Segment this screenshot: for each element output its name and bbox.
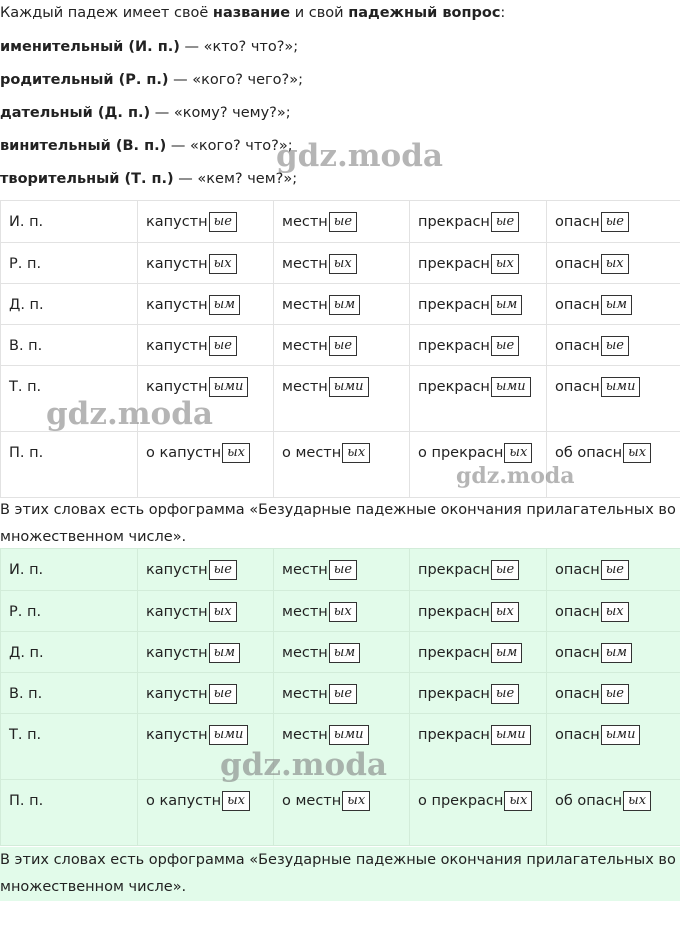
table-row xyxy=(1,673,680,714)
word-cell xyxy=(274,714,410,780)
word-ending-box: ым xyxy=(601,295,632,315)
word-stem: местн xyxy=(282,338,328,354)
word-stem: опасн xyxy=(555,604,600,620)
intro-text: : xyxy=(500,5,506,21)
word-stem: прекрасн xyxy=(418,214,490,230)
word-stem: местн xyxy=(282,256,328,272)
word-stem: о местн xyxy=(282,793,342,809)
word-ending-box: ыми xyxy=(601,725,641,745)
case-name: дательный (Д. п.) xyxy=(0,105,151,121)
word-ending-box: ыми xyxy=(329,725,369,745)
word-ending-box: ых xyxy=(222,443,250,463)
word-ending-box: ые xyxy=(209,684,237,704)
word-cell xyxy=(410,780,547,846)
word-cell xyxy=(410,201,547,243)
word-stem: прекрасн xyxy=(418,338,490,354)
word-cell xyxy=(274,243,410,284)
word-cell xyxy=(274,201,410,243)
table-row xyxy=(1,432,680,498)
case-cell: Т. п. xyxy=(1,714,138,780)
case-cell: В. п. xyxy=(1,325,138,366)
case-name: винительный (В. п.) xyxy=(0,138,167,154)
case-definition-instrumental xyxy=(0,169,297,189)
word-ending-box: ыми xyxy=(209,377,249,397)
case-cell: П. п. xyxy=(1,432,138,498)
word-cell xyxy=(274,673,410,714)
word-ending-box: ых xyxy=(209,254,237,274)
word-cell xyxy=(410,284,547,325)
case-cell: В. п. xyxy=(1,673,138,714)
word-cell xyxy=(547,284,680,325)
word-ending-box: ых xyxy=(491,602,519,622)
watermark: gdz.moda xyxy=(276,138,443,174)
case-cell: Д. п. xyxy=(1,284,138,325)
word-stem: капустн xyxy=(146,214,208,230)
word-stem: капустн xyxy=(146,727,208,743)
table-row xyxy=(1,714,680,780)
case-cell: Д. п. xyxy=(1,632,138,673)
word-cell xyxy=(410,591,547,632)
word-stem: опасн xyxy=(555,645,600,661)
word-cell xyxy=(410,673,547,714)
word-ending-box: ые xyxy=(601,336,629,356)
word-stem: об опасн xyxy=(555,793,623,809)
word-ending-box: ых xyxy=(623,443,651,463)
word-ending-box: ые xyxy=(491,560,519,580)
word-stem: местн xyxy=(282,297,328,313)
word-ending-box: ые xyxy=(209,336,237,356)
watermark: gdz.moda xyxy=(46,396,213,432)
intro-text: Каждый падеж имеет своё xyxy=(0,5,213,21)
word-cell xyxy=(274,432,410,498)
declension-table xyxy=(0,200,680,498)
table-row xyxy=(1,780,680,846)
word-ending-box: ые xyxy=(601,684,629,704)
table-row xyxy=(1,632,680,673)
word-cell xyxy=(138,201,274,243)
word-stem: опасн xyxy=(555,562,600,578)
word-ending-box: ыми xyxy=(491,725,531,745)
word-stem: прекрасн xyxy=(418,379,490,395)
word-ending-box: ым xyxy=(209,295,240,315)
watermark: gdz.moda xyxy=(456,463,575,489)
word-stem: об опасн xyxy=(555,445,623,461)
word-cell xyxy=(547,325,680,366)
word-stem: опасн xyxy=(555,338,600,354)
word-ending-box: ых xyxy=(601,602,629,622)
word-ending-box: ых xyxy=(329,254,357,274)
word-stem: опасн xyxy=(555,727,600,743)
word-ending-box: ых xyxy=(504,443,532,463)
orthogram-note: В этих словах есть орфограмма «Безударные падежные окончания прилагательных во множественном числе». xyxy=(0,502,676,545)
word-stem: капустн xyxy=(146,297,208,313)
word-cell xyxy=(274,549,410,591)
case-question: — «кому? чему?»; xyxy=(150,105,291,121)
intro-bold-name: название xyxy=(212,5,291,21)
table-row xyxy=(1,591,680,632)
case-cell: И. п. xyxy=(1,549,138,591)
case-name: именительный (И. п.) xyxy=(0,39,180,55)
word-cell xyxy=(547,780,680,846)
word-ending-box: ым xyxy=(209,643,240,663)
case-question: — «кто? что?»; xyxy=(179,39,299,55)
word-stem: местн xyxy=(282,379,328,395)
word-cell xyxy=(547,432,680,498)
word-stem: опасн xyxy=(555,297,600,313)
word-stem: опасн xyxy=(555,256,600,272)
word-ending-box: ыми xyxy=(601,377,641,397)
word-ending-box: ых xyxy=(329,602,357,622)
word-stem: капустн xyxy=(146,686,208,702)
word-stem: опасн xyxy=(555,214,600,230)
word-ending-box: ых xyxy=(601,254,629,274)
word-cell xyxy=(547,632,680,673)
word-cell xyxy=(410,432,547,498)
word-cell xyxy=(138,632,274,673)
word-ending-box: ым xyxy=(601,643,632,663)
word-stem: местн xyxy=(282,727,328,743)
word-stem: капустн xyxy=(146,604,208,620)
case-question: — «кого? чего?»; xyxy=(168,72,303,88)
word-ending-box: ых xyxy=(342,443,370,463)
intro-bold-question: падежный вопрос xyxy=(348,5,501,21)
word-stem: о капустн xyxy=(146,793,222,809)
word-cell xyxy=(138,366,274,432)
word-stem: капустн xyxy=(146,256,208,272)
word-cell xyxy=(138,325,274,366)
word-cell xyxy=(547,201,680,243)
word-cell xyxy=(138,284,274,325)
word-cell xyxy=(547,673,680,714)
word-cell xyxy=(547,366,680,432)
word-ending-box: ые xyxy=(329,212,357,232)
table-row xyxy=(1,549,680,591)
word-ending-box: ых xyxy=(623,791,651,811)
word-cell xyxy=(410,366,547,432)
word-stem: о капустн xyxy=(146,445,222,461)
word-ending-box: ые xyxy=(491,336,519,356)
word-ending-box: ые xyxy=(329,560,357,580)
word-cell xyxy=(274,591,410,632)
word-ending-box: ых xyxy=(342,791,370,811)
word-ending-box: ые xyxy=(329,684,357,704)
word-cell xyxy=(274,284,410,325)
case-cell: И. п. xyxy=(1,201,138,243)
word-cell xyxy=(138,673,274,714)
word-stem: опасн xyxy=(555,686,600,702)
word-stem: капустн xyxy=(146,379,208,395)
word-stem: местн xyxy=(282,562,328,578)
case-question: — «кого? что?»; xyxy=(166,138,293,154)
word-ending-box: ые xyxy=(209,212,237,232)
word-ending-box: ые xyxy=(601,212,629,232)
word-cell xyxy=(138,780,274,846)
word-stem: местн xyxy=(282,214,328,230)
word-cell xyxy=(138,714,274,780)
word-stem: прекрасн xyxy=(418,727,490,743)
word-ending-box: ые xyxy=(491,684,519,704)
word-stem: опасн xyxy=(555,379,600,395)
word-stem: прекрасн xyxy=(418,297,490,313)
word-cell xyxy=(547,591,680,632)
word-cell xyxy=(138,549,274,591)
word-ending-box: ыми xyxy=(209,725,249,745)
word-ending-box: ых xyxy=(222,791,250,811)
word-stem: капустн xyxy=(146,645,208,661)
word-ending-box: ые xyxy=(491,212,519,232)
word-stem: местн xyxy=(282,686,328,702)
word-ending-box: ые xyxy=(329,336,357,356)
word-cell xyxy=(138,243,274,284)
orthogram-note-repeat: В этих словах есть орфограмма «Безударные падежные окончания прилагательных во множественном числе». xyxy=(0,847,680,901)
table-row xyxy=(1,201,680,243)
word-stem: местн xyxy=(282,645,328,661)
table-row xyxy=(1,243,680,284)
case-definition-nominative xyxy=(0,37,298,57)
case-question: — «кем? чем?»; xyxy=(173,171,298,187)
word-ending-box: ых xyxy=(504,791,532,811)
case-definition-accusative xyxy=(0,136,293,156)
word-stem: капустн xyxy=(146,562,208,578)
word-cell xyxy=(274,325,410,366)
case-cell: Р. п. xyxy=(1,591,138,632)
word-cell xyxy=(547,243,680,284)
table-row xyxy=(1,284,680,325)
word-stem: прекрасн xyxy=(418,686,490,702)
word-cell xyxy=(410,549,547,591)
word-stem: капустн xyxy=(146,338,208,354)
word-stem: прекрасн xyxy=(418,562,490,578)
word-ending-box: ых xyxy=(491,254,519,274)
declension-table-repeat xyxy=(0,548,680,846)
case-cell: Р. п. xyxy=(1,243,138,284)
word-cell xyxy=(547,714,680,780)
case-cell: Т. п. xyxy=(1,366,138,432)
word-cell xyxy=(410,243,547,284)
watermark: gdz.moda xyxy=(220,747,387,783)
case-cell: П. п. xyxy=(1,780,138,846)
word-ending-box: ые xyxy=(209,560,237,580)
word-stem: местн xyxy=(282,604,328,620)
word-ending-box: ым xyxy=(491,643,522,663)
word-cell xyxy=(274,780,410,846)
word-stem: прекрасн xyxy=(418,604,490,620)
case-name: родительный (Р. п.) xyxy=(0,72,169,88)
word-stem: о прекрасн xyxy=(418,793,504,809)
word-cell xyxy=(138,432,274,498)
word-ending-box: ые xyxy=(601,560,629,580)
word-ending-box: ым xyxy=(491,295,522,315)
word-ending-box: ым xyxy=(329,295,360,315)
case-definition-dative xyxy=(0,103,291,123)
case-name: творительный (Т. п.) xyxy=(0,171,174,187)
word-stem: прекрасн xyxy=(418,645,490,661)
word-ending-box: ым xyxy=(329,643,360,663)
word-stem: о прекрасн xyxy=(418,445,504,461)
word-cell xyxy=(410,325,547,366)
word-stem: о местн xyxy=(282,445,342,461)
word-cell xyxy=(274,366,410,432)
word-stem: прекрасн xyxy=(418,256,490,272)
word-ending-box: ых xyxy=(209,602,237,622)
word-cell xyxy=(547,549,680,591)
word-cell xyxy=(138,591,274,632)
intro-heading xyxy=(0,3,505,23)
table-row xyxy=(1,366,680,432)
word-cell xyxy=(410,632,547,673)
word-ending-box: ыми xyxy=(329,377,369,397)
word-cell xyxy=(410,714,547,780)
word-cell xyxy=(274,632,410,673)
word-ending-box: ыми xyxy=(491,377,531,397)
table-row xyxy=(1,325,680,366)
case-definition-genitive xyxy=(0,70,303,90)
intro-text: и свой xyxy=(290,5,349,21)
